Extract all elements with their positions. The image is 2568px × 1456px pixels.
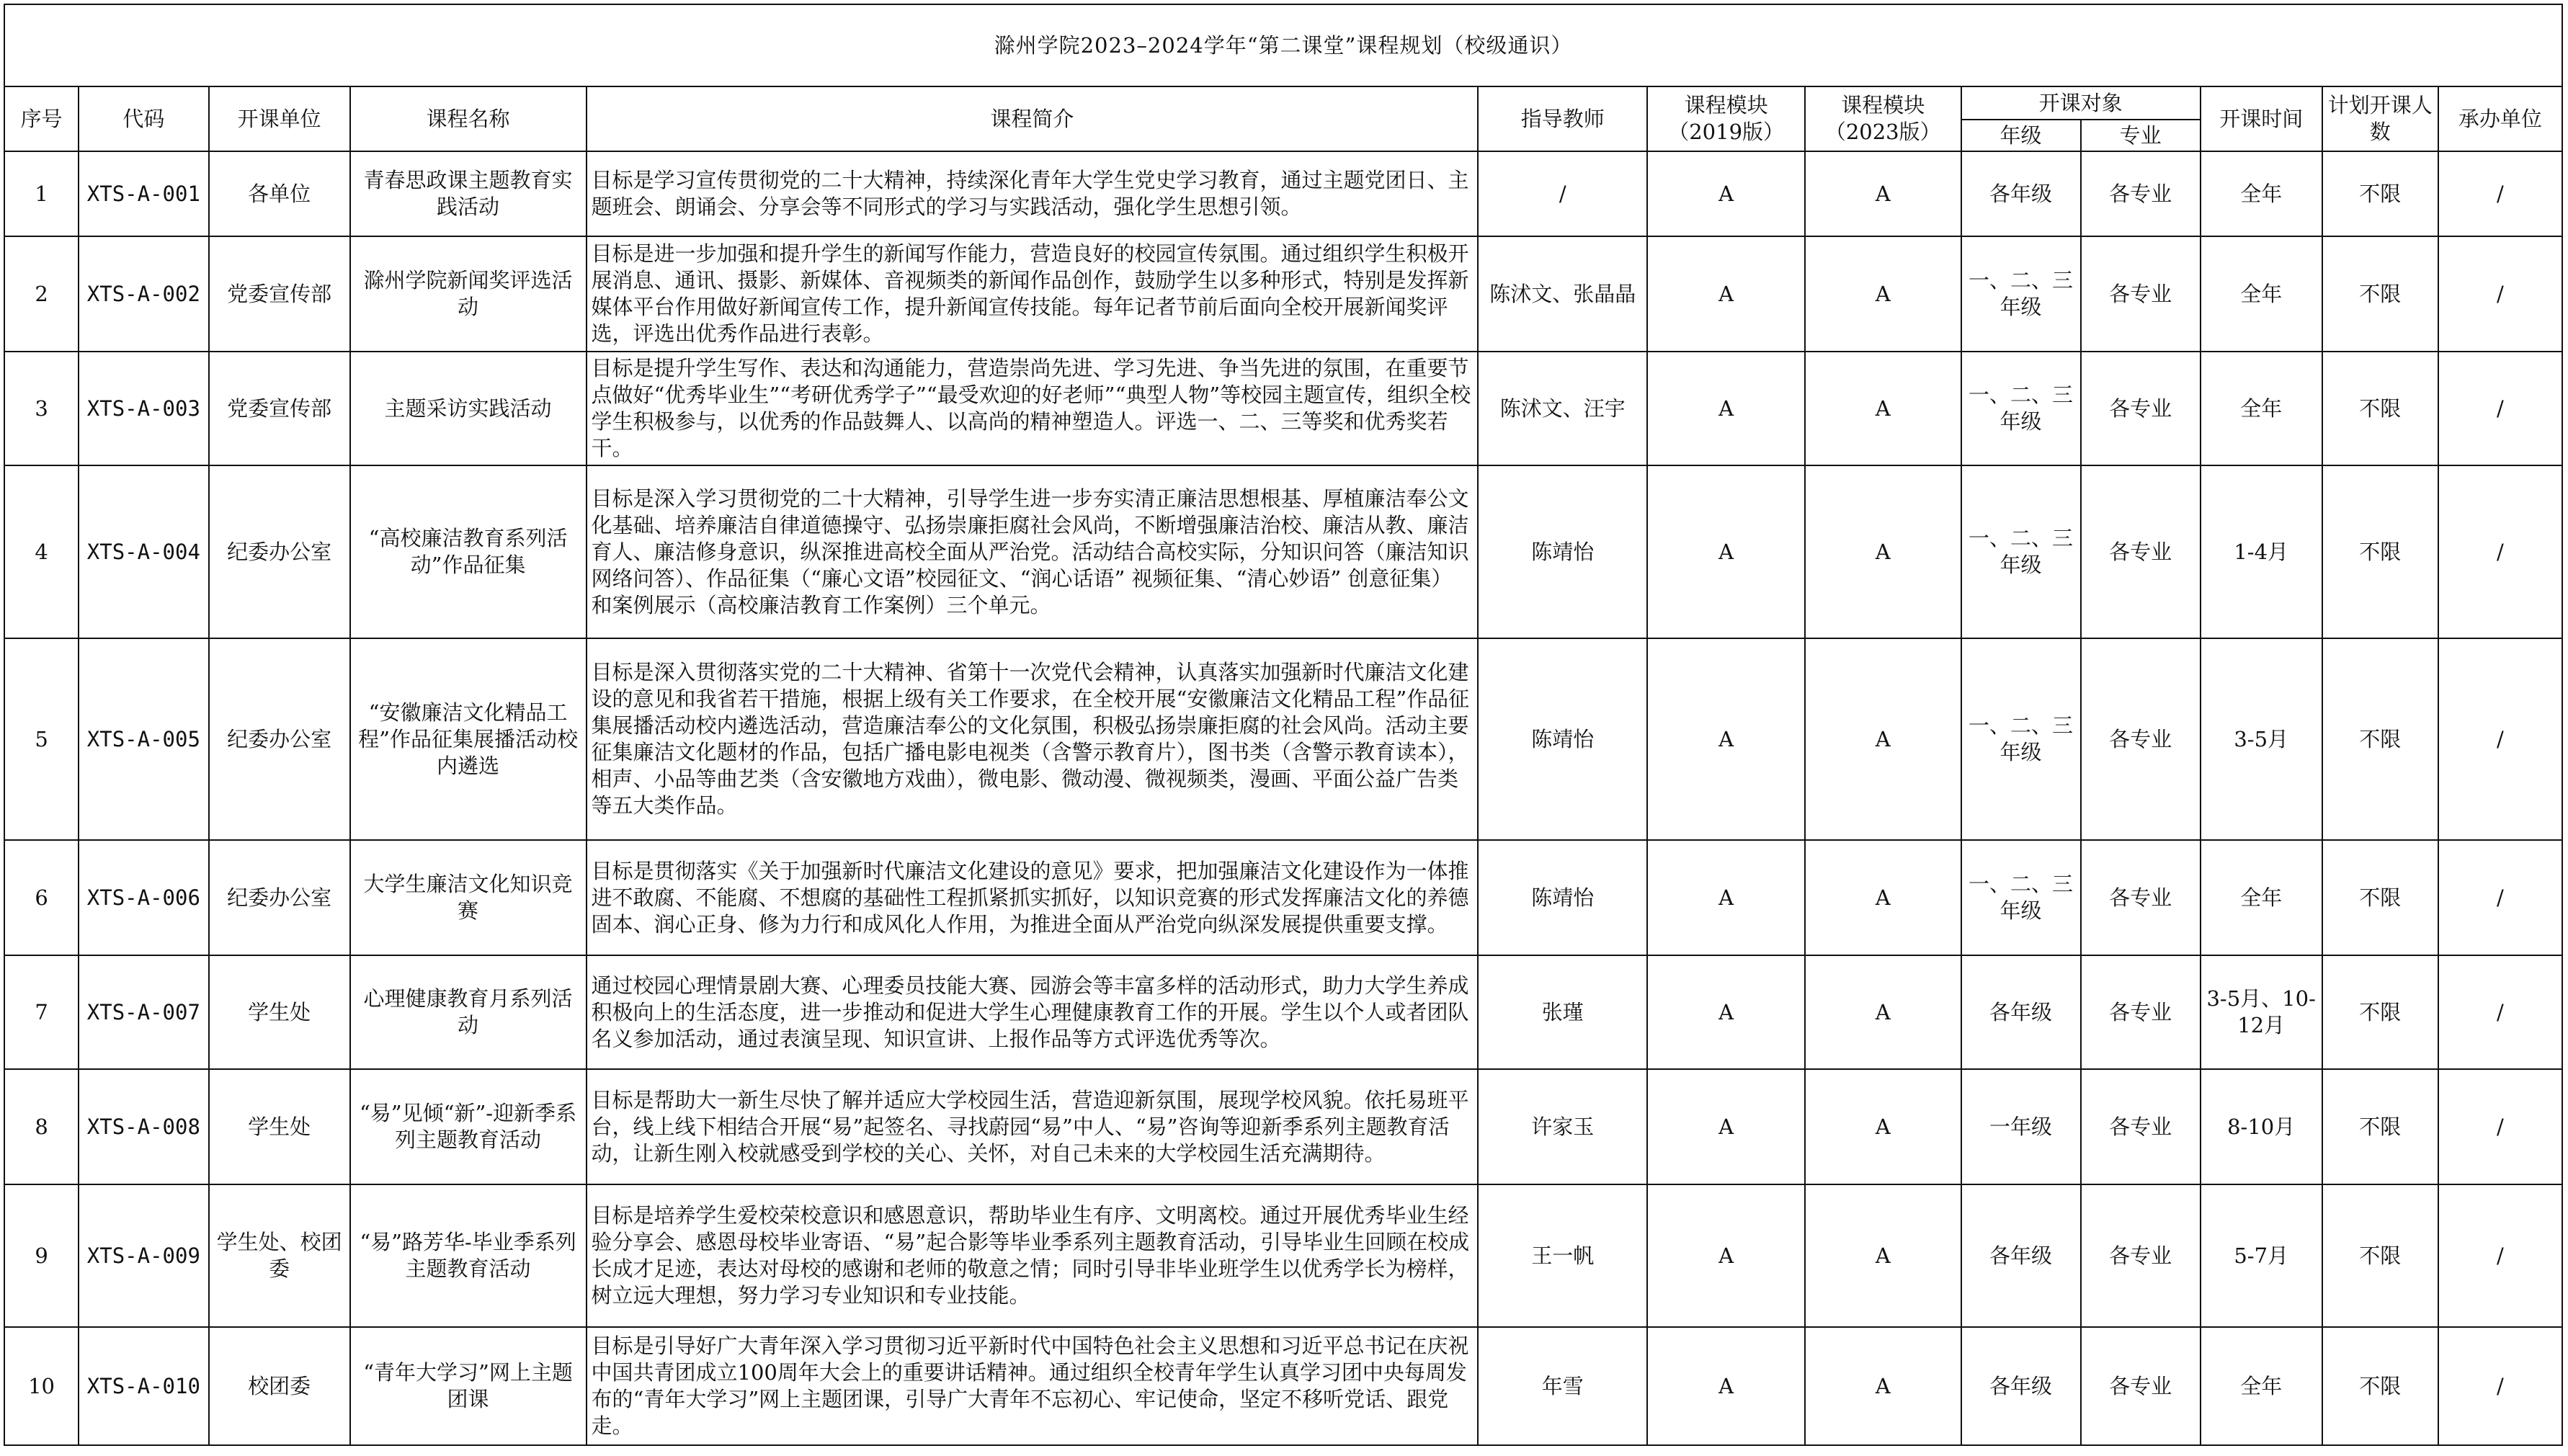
table-row bbox=[4, 352, 2562, 465]
cell-time: 全年 bbox=[2201, 1327, 2322, 1445]
cell-time: 5-7月 bbox=[2201, 1184, 2322, 1327]
cell-module-2019: A bbox=[1647, 638, 1805, 840]
cell-grade: 各年级 bbox=[1961, 151, 2081, 236]
cell-module-2023: A bbox=[1805, 352, 1961, 465]
cell-module-2019: A bbox=[1647, 465, 1805, 638]
table-row bbox=[4, 1184, 2562, 1327]
cell-time: 3-5月 bbox=[2201, 638, 2322, 840]
cell-module-2019: A bbox=[1647, 955, 1805, 1069]
cell-grade: 各年级 bbox=[1961, 1184, 2081, 1327]
cell-module-2019: A bbox=[1647, 151, 1805, 236]
cell-host: / bbox=[2438, 465, 2562, 638]
table-row bbox=[4, 465, 2562, 638]
cell-module-2019: A bbox=[1647, 1184, 1805, 1327]
cell-grade: 一、二、三年级 bbox=[1961, 352, 2081, 465]
cell-grade: 各年级 bbox=[1961, 1327, 2081, 1445]
cell-major: 各专业 bbox=[2081, 151, 2201, 236]
cell-time: 8-10月 bbox=[2201, 1069, 2322, 1184]
table-row bbox=[4, 1327, 2562, 1445]
cell-plan-count: 不限 bbox=[2322, 352, 2438, 465]
cell-module-2023: A bbox=[1805, 638, 1961, 840]
cell-unit: 学生处 bbox=[209, 1069, 350, 1184]
cell-module-2019: A bbox=[1647, 352, 1805, 465]
cell-host: / bbox=[2438, 840, 2562, 955]
cell-plan-count: 不限 bbox=[2322, 1069, 2438, 1184]
table-row bbox=[4, 638, 2562, 840]
cell-course-name: “青年大学习”网上主题团课 bbox=[350, 1327, 587, 1445]
cell-module-2019: A bbox=[1647, 236, 1805, 352]
header-plan-count: 计划开课人数 bbox=[2322, 86, 2438, 151]
cell-teacher: 年雪 bbox=[1478, 1327, 1647, 1445]
cell-course-name: “易”路芳华-毕业季系列主题教育活动 bbox=[350, 1184, 587, 1327]
course-plan-table bbox=[4, 4, 2563, 1446]
cell-course-name: 心理健康教育月系列活动 bbox=[350, 955, 587, 1069]
cell-index: 3 bbox=[4, 352, 79, 465]
cell-host: / bbox=[2438, 352, 2562, 465]
cell-course-name: “易”见倾“新”-迎新季系列主题教育活动 bbox=[350, 1069, 587, 1184]
header-host: 承办单位 bbox=[2438, 86, 2562, 151]
cell-plan-count: 不限 bbox=[2322, 236, 2438, 352]
table-row bbox=[4, 151, 2562, 236]
cell-module-2019: A bbox=[1647, 840, 1805, 955]
header-major: 专业 bbox=[2081, 120, 2201, 151]
cell-description: 目标是深入学习贯彻党的二十大精神，引导学生进一步夯实清正廉洁思想根基、厚植廉洁奉公文化基础、培养廉洁自律道德操守、弘扬崇廉拒腐社会风尚，不断增强廉洁治校、廉洁从教、廉洁育人、廉洁修身意识，纵深推进高校全面从严治党。活动结合高校实际，分知识问答（廉洁知识网络问答）、作品征集（“廉心文语”校园征文、“润心话语” 视频征集、“清心妙语” 创意征集）和案例展示（高校廉洁教育工作案例）三个单元。 bbox=[587, 465, 1479, 638]
cell-host: / bbox=[2438, 236, 2562, 352]
cell-teacher: 陈靖怡 bbox=[1478, 638, 1647, 840]
cell-unit: 学生处、校团委 bbox=[209, 1184, 350, 1327]
header-module-2019: 课程模块（2019版） bbox=[1647, 86, 1805, 151]
cell-index: 5 bbox=[4, 638, 79, 840]
cell-code: XTS-A-004 bbox=[79, 465, 208, 638]
cell-plan-count: 不限 bbox=[2322, 840, 2438, 955]
header-description: 课程简介 bbox=[587, 86, 1479, 151]
cell-host: / bbox=[2438, 955, 2562, 1069]
table-row bbox=[4, 236, 2562, 352]
cell-description: 目标是帮助大一新生尽快了解并适应大学校园生活，营造迎新氛围，展现学校风貌。依托易班平台，线上线下相结合开展“易”起签名、寻找蔚园“易”中人、“易”咨询等迎新季系列主题教育活动，让新生刚入校就感受到学校的关心、关怀，对自己未来的大学校园生活充满期待。 bbox=[587, 1069, 1479, 1184]
cell-major: 各专业 bbox=[2081, 352, 2201, 465]
header-module-2023: 课程模块（2023版） bbox=[1805, 86, 1961, 151]
cell-module-2023: A bbox=[1805, 840, 1961, 955]
cell-description: 目标是学习宣传贯彻党的二十大精神，持续深化青年大学生党史学习教育，通过主题党团日、主题班会、朗诵会、分享会等不同形式的学习与实践活动，强化学生思想引领。 bbox=[587, 151, 1479, 236]
cell-index: 7 bbox=[4, 955, 79, 1069]
cell-description: 通过校园心理情景剧大赛、心理委员技能大赛、园游会等丰富多样的活动形式，助力大学生养成积极向上的生活态度，进一步推动和促进大学生心理健康教育工作的开展。学生以个人或者团队名义参加活动，通过表演呈现、知识宣讲、上报作品等方式评选优秀等次。 bbox=[587, 955, 1479, 1069]
cell-module-2023: A bbox=[1805, 1184, 1961, 1327]
cell-description: 目标是进一步加强和提升学生的新闻写作能力，营造良好的校园宣传氛围。通过组织学生积极开展消息、通讯、摄影、新媒体、音视频类的新闻作品创作，鼓励学生以多种形式，特别是发挥新媒体平台作用做好新闻宣传工作，提升新闻宣传技能。每年记者节前后面向全校开展新闻奖评选，评选出优秀作品进行表彰。 bbox=[587, 236, 1479, 352]
cell-major: 各专业 bbox=[2081, 638, 2201, 840]
cell-code: XTS-A-007 bbox=[79, 955, 208, 1069]
cell-grade: 各年级 bbox=[1961, 955, 2081, 1069]
cell-plan-count: 不限 bbox=[2322, 955, 2438, 1069]
cell-unit: 纪委办公室 bbox=[209, 465, 350, 638]
cell-major: 各专业 bbox=[2081, 1327, 2201, 1445]
cell-plan-count: 不限 bbox=[2322, 1184, 2438, 1327]
cell-module-2023: A bbox=[1805, 1327, 1961, 1445]
cell-major: 各专业 bbox=[2081, 955, 2201, 1069]
header-unit: 开课单位 bbox=[209, 86, 350, 151]
cell-module-2019: A bbox=[1647, 1069, 1805, 1184]
cell-grade: 一、二、三年级 bbox=[1961, 840, 2081, 955]
cell-grade: 一年级 bbox=[1961, 1069, 2081, 1184]
table-row bbox=[4, 955, 2562, 1069]
cell-major: 各专业 bbox=[2081, 465, 2201, 638]
cell-description: 目标是贯彻落实《关于加强新时代廉洁文化建设的意见》要求，把加强廉洁文化建设作为一体推进不敢腐、不能腐、不想腐的基础性工程抓紧抓实抓好，以知识竞赛的形式发挥廉洁文化的养德固本、润心正身、修为力行和成风化人作用，为推进全面从严治党向纵深发展提供重要支撑。 bbox=[587, 840, 1479, 955]
course-plan-sheet bbox=[4, 4, 2563, 1452]
cell-teacher: 陈沭文、汪宇 bbox=[1478, 352, 1647, 465]
cell-grade: 一、二、三年级 bbox=[1961, 465, 2081, 638]
cell-module-2019: A bbox=[1647, 1327, 1805, 1445]
cell-unit: 学生处 bbox=[209, 955, 350, 1069]
cell-code: XTS-A-001 bbox=[79, 151, 208, 236]
cell-module-2023: A bbox=[1805, 955, 1961, 1069]
cell-unit: 纪委办公室 bbox=[209, 840, 350, 955]
cell-description: 目标是提升学生写作、表达和沟通能力，营造崇尚先进、学习先进、争当先进的氛围，在重要节点做好“优秀毕业生”“考研优秀学子”“最受欢迎的好老师”“典型人物”等校园主题宣传，组织全校学生积极参与，以优秀的作品鼓舞人、以高尚的精神塑造人。评选一、二、三等奖和优秀奖若干。 bbox=[587, 352, 1479, 465]
cell-teacher: 陈沭文、张晶晶 bbox=[1478, 236, 1647, 352]
cell-plan-count: 不限 bbox=[2322, 1327, 2438, 1445]
cell-code: XTS-A-008 bbox=[79, 1069, 208, 1184]
table-body bbox=[4, 151, 2562, 1445]
cell-module-2023: A bbox=[1805, 465, 1961, 638]
cell-major: 各专业 bbox=[2081, 1069, 2201, 1184]
cell-index: 2 bbox=[4, 236, 79, 352]
page-title: 滁州学院2023–2024学年“第二课堂”课程规划（校级通识） bbox=[4, 4, 2562, 86]
cell-time: 全年 bbox=[2201, 151, 2322, 236]
header-index: 序号 bbox=[4, 86, 79, 151]
header-time: 开课时间 bbox=[2201, 86, 2322, 151]
cell-course-name: 青春思政课主题教育实践活动 bbox=[350, 151, 587, 236]
header-code: 代码 bbox=[79, 86, 208, 151]
cell-unit: 党委宣传部 bbox=[209, 352, 350, 465]
cell-module-2023: A bbox=[1805, 151, 1961, 236]
cell-module-2023: A bbox=[1805, 1069, 1961, 1184]
cell-teacher: 许家玉 bbox=[1478, 1069, 1647, 1184]
cell-time: 全年 bbox=[2201, 840, 2322, 955]
cell-unit: 各单位 bbox=[209, 151, 350, 236]
cell-course-name: “安徽廉洁文化精品工程”作品征集展播活动校内遴选 bbox=[350, 638, 587, 840]
cell-host: / bbox=[2438, 638, 2562, 840]
cell-time: 3-5月、10-12月 bbox=[2201, 955, 2322, 1069]
cell-index: 8 bbox=[4, 1069, 79, 1184]
cell-major: 各专业 bbox=[2081, 1184, 2201, 1327]
cell-code: XTS-A-005 bbox=[79, 638, 208, 840]
cell-host: / bbox=[2438, 1069, 2562, 1184]
cell-course-name: 滁州学院新闻奖评选活动 bbox=[350, 236, 587, 352]
cell-index: 6 bbox=[4, 840, 79, 955]
cell-major: 各专业 bbox=[2081, 236, 2201, 352]
header-teacher: 指导教师 bbox=[1478, 86, 1647, 151]
cell-unit: 党委宣传部 bbox=[209, 236, 350, 352]
table-row bbox=[4, 840, 2562, 955]
cell-code: XTS-A-002 bbox=[79, 236, 208, 352]
cell-teacher: 陈靖怡 bbox=[1478, 465, 1647, 638]
cell-code: XTS-A-009 bbox=[79, 1184, 208, 1327]
cell-time: 全年 bbox=[2201, 236, 2322, 352]
cell-plan-count: 不限 bbox=[2322, 638, 2438, 840]
cell-index: 4 bbox=[4, 465, 79, 638]
cell-unit: 纪委办公室 bbox=[209, 638, 350, 840]
header-target: 开课对象 bbox=[1961, 86, 2201, 120]
cell-code: XTS-A-003 bbox=[79, 352, 208, 465]
header-course-name: 课程名称 bbox=[350, 86, 587, 151]
cell-host: / bbox=[2438, 1327, 2562, 1445]
cell-code: XTS-A-006 bbox=[79, 840, 208, 955]
cell-module-2023: A bbox=[1805, 236, 1961, 352]
cell-teacher: / bbox=[1478, 151, 1647, 236]
cell-plan-count: 不限 bbox=[2322, 151, 2438, 236]
cell-host: / bbox=[2438, 151, 2562, 236]
header-grade: 年级 bbox=[1961, 120, 2081, 151]
cell-time: 全年 bbox=[2201, 352, 2322, 465]
cell-code: XTS-A-010 bbox=[79, 1327, 208, 1445]
cell-description: 目标是引导好广大青年深入学习贯彻习近平新时代中国特色社会主义思想和习近平总书记在庆祝中国共青团成立100周年大会上的重要讲话精神。通过组织全校青年学生认真学习团中央每周发布的“青年大学习”网上主题团课，引导广大青年不忘初心、牢记使命，坚定不移听党话、跟党走。 bbox=[587, 1327, 1479, 1445]
cell-index: 10 bbox=[4, 1327, 79, 1445]
cell-teacher: 王一帆 bbox=[1478, 1184, 1647, 1327]
cell-grade: 一、二、三年级 bbox=[1961, 236, 2081, 352]
cell-description: 目标是培养学生爱校荣校意识和感恩意识，帮助毕业生有序、文明离校。通过开展优秀毕业生经验分享会、感恩母校毕业寄语、“易”起合影等毕业季系列主题教育活动，引导毕业生回顾在校成长成才足迹，表达对母校的感谢和老师的敬意之情；同时引导非毕业班学生以优秀学长为榜样，树立远大理想，努力学习专业知识和专业技能。 bbox=[587, 1184, 1479, 1327]
cell-grade: 一、二、三年级 bbox=[1961, 638, 2081, 840]
cell-plan-count: 不限 bbox=[2322, 465, 2438, 638]
cell-teacher: 陈靖怡 bbox=[1478, 840, 1647, 955]
cell-index: 1 bbox=[4, 151, 79, 236]
cell-unit: 校团委 bbox=[209, 1327, 350, 1445]
cell-host: / bbox=[2438, 1184, 2562, 1327]
cell-course-name: 主题采访实践活动 bbox=[350, 352, 587, 465]
cell-course-name: 大学生廉洁文化知识竞赛 bbox=[350, 840, 587, 955]
cell-teacher: 张瑾 bbox=[1478, 955, 1647, 1069]
cell-time: 1-4月 bbox=[2201, 465, 2322, 638]
cell-index: 9 bbox=[4, 1184, 79, 1327]
cell-course-name: “高校廉洁教育系列活动”作品征集 bbox=[350, 465, 587, 638]
cell-description: 目标是深入贯彻落实党的二十大精神、省第十一次党代会精神，认真落实加强新时代廉洁文化建设的意见和我省若干措施，根据上级有关工作要求，在全校开展“安徽廉洁文化精品工程”作品征集展播活动校内遴选活动，营造廉洁奉公的文化氛围，积极弘扬崇廉拒腐的社会风尚。活动主要征集廉洁文化题材的作品，包括广播电影电视类（含警示教育片），图书类（含警示教育读本），相声、小品等曲艺类（含安徽地方戏曲），微电影、微动漫、微视频类，漫画、平面公益广告类等五大类作品。 bbox=[587, 638, 1479, 840]
table-row bbox=[4, 1069, 2562, 1184]
cell-major: 各专业 bbox=[2081, 840, 2201, 955]
